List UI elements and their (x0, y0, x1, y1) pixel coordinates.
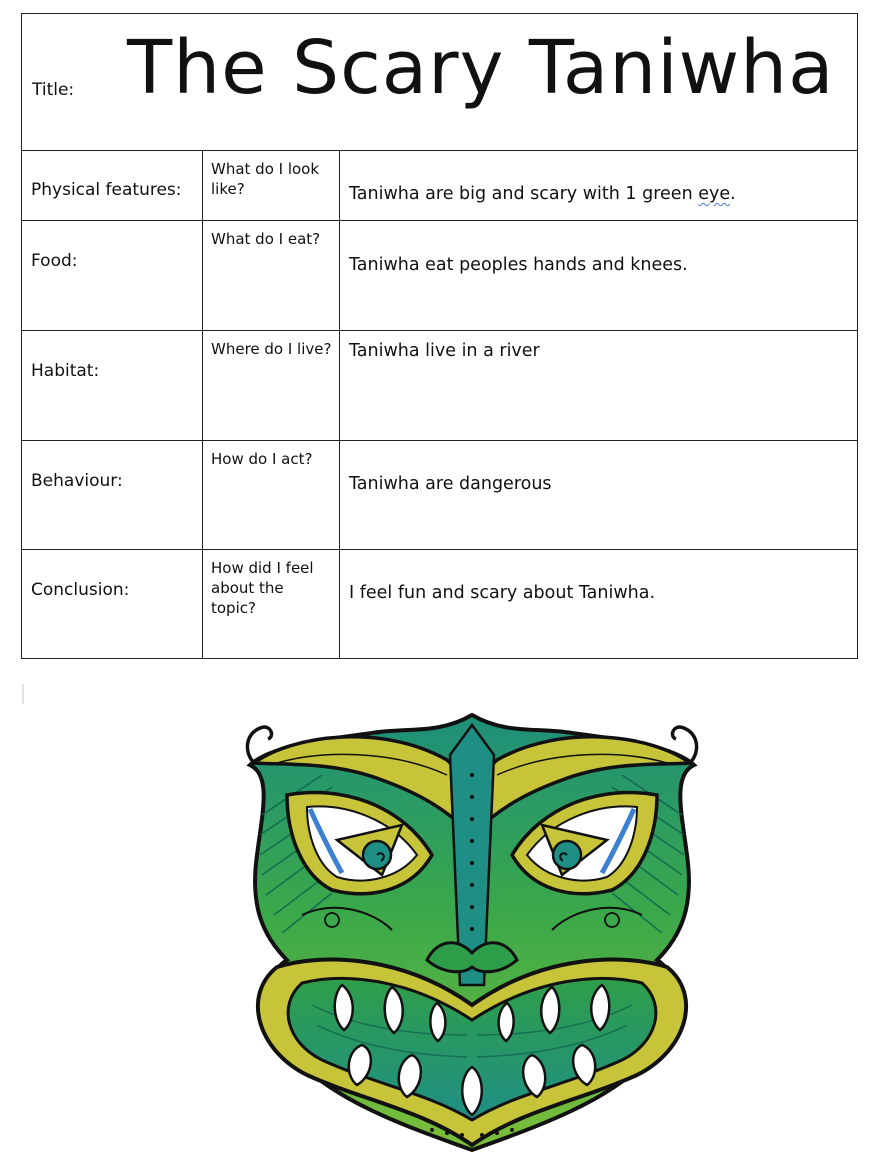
row-question: How did I feel about the topic? (211, 559, 314, 617)
table-row-food (22, 221, 857, 331)
worksheet-table (21, 13, 858, 659)
row-answer: Taniwha are big and scary with 1 green eye. (349, 184, 736, 204)
row-answer: I feel fun and scary about Taniwha. (349, 583, 656, 603)
row-label: Conclusion: (31, 580, 130, 600)
page-title: The Scary Taniwha (127, 25, 835, 111)
table-row-conclusion (22, 550, 857, 658)
row-question: How do I act? (211, 450, 313, 468)
row-label: Habitat: (31, 361, 100, 381)
row-answer: Taniwha are dangerous (349, 474, 552, 494)
cursor-mark (22, 684, 24, 704)
row-answer: Taniwha live in a river (349, 341, 540, 361)
row-answer: Taniwha eat peoples hands and knees. (349, 255, 688, 275)
row-question: What do I look like? (211, 160, 320, 198)
row-question: What do I eat? (211, 230, 321, 248)
table-row-physical-features (22, 151, 857, 221)
title-row (22, 14, 857, 151)
row-question: Where do I live? (211, 340, 332, 358)
title-label: Title: (32, 80, 75, 100)
row-label: Food: (31, 251, 78, 271)
table-row-habitat (22, 331, 857, 441)
row-label: Physical features: (31, 180, 182, 200)
table-row-behaviour (22, 441, 857, 550)
spellcheck-flagged-word: eye (698, 184, 731, 204)
taniwha-mask-icon (232, 705, 712, 1160)
row-label: Behaviour: (31, 471, 123, 491)
